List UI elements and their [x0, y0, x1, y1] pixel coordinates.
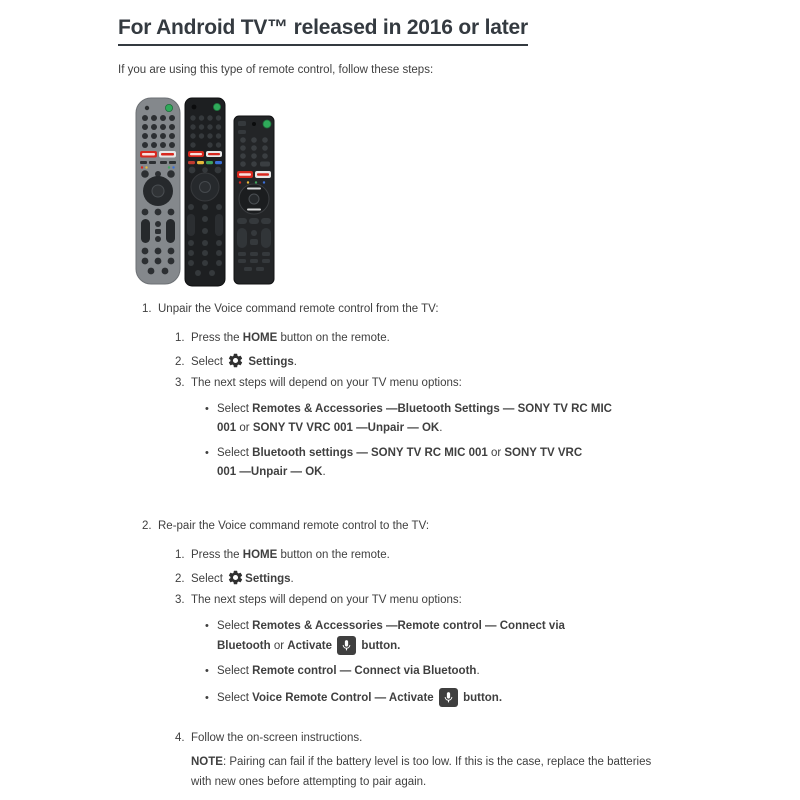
text-segment: Unpair — [367, 421, 405, 434]
text-segment: SONY TV VRC 001 — [252, 421, 353, 434]
substep-item — [175, 593, 742, 608]
remotes-illustration — [128, 90, 300, 292]
step-item — [142, 519, 742, 792]
text-segment: Remotes & Accessories — [252, 620, 383, 632]
text-segment: 001 — [217, 421, 237, 434]
steps-list — [142, 302, 742, 792]
step-item — [142, 302, 742, 481]
substep-text — [191, 331, 390, 346]
text-segment: OK — [421, 421, 440, 434]
text-segment: — — [336, 665, 355, 677]
substep-item — [175, 352, 742, 370]
text-segment: — — [287, 465, 306, 478]
substep-text — [191, 548, 390, 563]
substep-number: 2. — [175, 356, 185, 368]
text-segment: Press the — [191, 549, 243, 561]
text-segment: . — [293, 356, 297, 368]
text-segment: button on the remote. — [277, 332, 390, 344]
text-segment: Select — [217, 447, 253, 459]
text-segment: Connect via Bluetooth — [354, 665, 477, 677]
substep-item — [175, 731, 742, 746]
text-segment: SONY TV RC MIC — [517, 403, 612, 415]
text-segment: button. — [358, 639, 401, 652]
text-segment: — — [382, 620, 398, 632]
step-heading — [142, 302, 742, 317]
bullet-text — [217, 617, 657, 655]
substep-text — [191, 731, 362, 746]
bullet-marker: • — [205, 403, 209, 415]
substeps-list — [175, 548, 742, 792]
text-segment: — — [404, 421, 422, 434]
text-segment: — — [236, 465, 251, 478]
text-segment: Remotes & Accessories — [252, 403, 383, 415]
remote-black-standard — [234, 116, 274, 284]
substep-item — [175, 376, 742, 391]
text-segment: Activate — [388, 691, 434, 704]
page-title: For Android TV™ released in 2016 or later — [118, 16, 528, 46]
bullet-text — [217, 662, 657, 681]
bullet-item — [205, 400, 742, 437]
step-text — [158, 519, 429, 534]
text-segment: HOME — [242, 332, 278, 344]
text-segment: Select — [217, 665, 253, 677]
bullet-item — [205, 617, 742, 655]
substep-number: 3. — [175, 377, 185, 389]
text-segment: Activate — [287, 639, 333, 652]
text-segment: or — [236, 421, 253, 434]
substep-text — [191, 569, 294, 587]
note-text — [191, 752, 706, 792]
text-segment: — — [481, 620, 500, 632]
text-segment: Bluetooth settings — [252, 447, 354, 459]
bullet-text — [217, 400, 657, 437]
text-segment: Settings — [245, 573, 291, 585]
text-segment: Remote control — [252, 665, 337, 677]
step-number: 1. — [142, 303, 152, 315]
text-segment: Voice Remote Control — [252, 691, 372, 704]
text-segment: . — [290, 573, 294, 585]
bullet-marker: • — [205, 665, 209, 677]
substep-text — [191, 352, 297, 370]
text-segment: Remote control — [397, 620, 482, 632]
bullet-list — [205, 617, 742, 707]
substep-text — [191, 593, 462, 608]
settings-gear-icon — [226, 352, 245, 369]
text-segment: Select — [191, 356, 227, 368]
substep-text — [191, 376, 462, 391]
text-segment: SONY TV VRC — [504, 447, 583, 459]
text-segment: Unpair — [250, 465, 288, 478]
bullet-item — [205, 688, 742, 708]
text-segment: — — [499, 403, 518, 415]
text-segment: Follow the on-screen instructions. — [191, 732, 363, 744]
text-segment: The next steps will depend on your TV menu options: — [191, 377, 462, 389]
substep-number: 3. — [175, 594, 185, 606]
text-segment: Connect via — [499, 620, 565, 632]
remotes-image — [128, 90, 300, 292]
text-segment: or — [487, 447, 505, 459]
microphone-icon — [439, 688, 458, 707]
text-segment: OK — [305, 465, 323, 478]
text-segment — [434, 692, 437, 704]
substep-number: 1. — [175, 332, 185, 344]
text-segment: Select — [217, 691, 253, 704]
text-segment: button on the remote. — [277, 549, 390, 561]
text-segment: NOTE — [191, 756, 223, 768]
text-segment: The next steps will depend on your TV menu options: — [191, 594, 462, 606]
step-heading — [142, 519, 742, 534]
text-segment: . — [439, 421, 443, 434]
text-segment: button. — [459, 691, 503, 704]
text-segment: — — [382, 403, 398, 415]
text-segment: — — [352, 421, 368, 434]
substep-item — [175, 569, 742, 587]
text-segment: 001 — [217, 465, 237, 478]
text-segment: . — [476, 665, 480, 677]
bullet-marker: • — [205, 620, 209, 632]
text-segment — [332, 640, 335, 652]
text-segment: — — [371, 691, 389, 704]
text-segment: Settings — [248, 356, 294, 368]
substep-number: 4. — [175, 732, 185, 744]
substep-number: 1. — [175, 549, 185, 561]
text-segment: Bluetooth Settings — [397, 403, 500, 415]
text-segment: HOME — [242, 549, 278, 561]
substep-number: 2. — [175, 573, 185, 585]
step-text — [158, 302, 439, 317]
remote-gray-voice — [136, 98, 180, 284]
substeps-list — [175, 331, 742, 481]
microphone-icon — [337, 636, 356, 655]
bullet-marker: • — [205, 447, 209, 459]
text-segment: Unpair the Voice command remote control from the TV: — [158, 303, 439, 315]
substep-item — [175, 331, 742, 346]
text-segment: . — [322, 465, 326, 478]
settings-gear-icon — [226, 569, 245, 586]
bullet-item — [205, 662, 742, 681]
text-segment: with new ones before attempting to pair again. — [191, 776, 427, 788]
text-segment: Select — [217, 620, 253, 632]
text-segment: or — [270, 639, 288, 652]
remote-black-voice — [185, 98, 225, 286]
text-segment: Re-pair the Voice command remote control to the TV: — [158, 520, 430, 532]
text-segment: Select — [191, 573, 227, 585]
text-segment: Bluetooth — [217, 639, 271, 652]
bullet-item — [205, 444, 742, 481]
text-segment: Press the — [191, 332, 243, 344]
bullet-list — [205, 400, 742, 481]
bullet-text — [217, 688, 657, 708]
text-segment: — — [353, 447, 372, 459]
text-segment: SONY TV RC MIC 001 — [371, 447, 488, 459]
bullet-marker: • — [205, 691, 209, 704]
bullet-text — [217, 444, 657, 481]
substep-item — [175, 548, 742, 563]
text-segment: : Pairing can fail if the battery level is too low. If this is the case, replace the batteries — [222, 756, 652, 768]
step-number: 2. — [142, 520, 152, 532]
intro-text: If you are using this type of remote control, follow these steps: — [118, 64, 434, 76]
text-segment: Select — [217, 403, 253, 415]
